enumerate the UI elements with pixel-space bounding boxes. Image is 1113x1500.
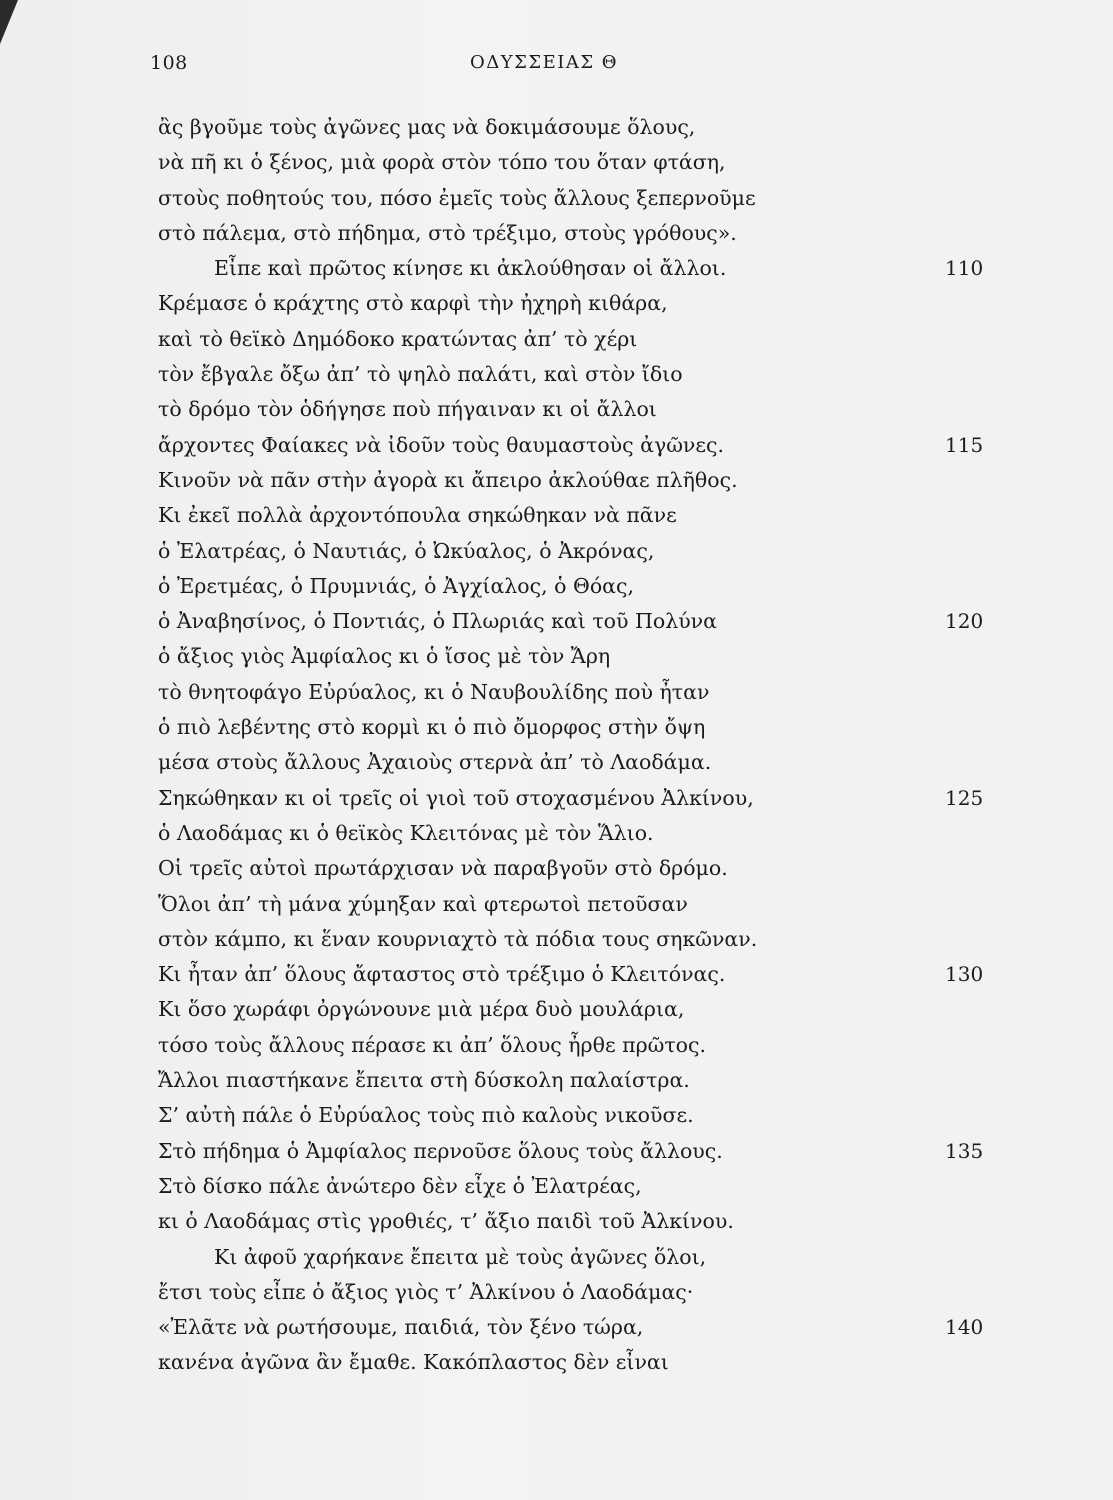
verse-line-text: Ἄλλοι πιαστήκανε ἔπειτα στὴ δύσκολη παλαίστρα. — [158, 1068, 690, 1093]
verse-line-text: καὶ τὸ θεϊκὸ Δημόδοκο κρατώντας ἀπ’ τὸ χέρι — [158, 326, 638, 351]
verse-line — [158, 710, 998, 745]
verse-line — [158, 992, 998, 1027]
verse-line-text: τὸ δρόμο τὸν ὁδήγησε ποὺ πήγαιναν κι οἱ ἄλλοι — [158, 397, 657, 422]
verse-line-text: «Ἐλᾶτε νὰ ρωτήσουμε, παιδιά, τὸν ξένο τώρα, — [158, 1315, 644, 1340]
verse-line — [158, 251, 998, 286]
verse-line-text: Κι ἀφοῦ χαρήκανε ἔπειτα μὲ τοὺς ἀγῶνες ὅλοι, — [214, 1244, 707, 1269]
verse-line — [158, 1134, 998, 1169]
verse-line — [158, 816, 998, 851]
verse-line-text: κι ὁ Λαοδάμας στὶς γροθιές, τ’ ἄξιο παιδὶ τοῦ Ἀλκίνου. — [158, 1209, 734, 1234]
verse-line-text: ὁ Λαοδάμας κι ὁ θεϊκὸς Κλειτόνας μὲ τὸν Ἅλιο. — [158, 820, 654, 845]
verse-line-text: ἄρχοντες Φαίακες νὰ ἰδοῦν τοὺς θαυμαστοὺς ἀγῶνες. — [158, 432, 725, 457]
verse-line-text: Κι ὅσο χωράφι ὀργώνουνε μιὰ μέρα δυὸ μουλάρια, — [158, 997, 685, 1022]
verse-line — [158, 675, 998, 710]
line-number: 140 — [945, 1315, 984, 1340]
verse-line-text: στοὺς ποθητούς του, πόσο ἐμεῖς τοὺς ἄλλους ξεπερνοῦμε — [158, 185, 756, 210]
verse-line-text: ὁ Ἐλατρέας, ὁ Ναυτιάς, ὁ Ὠκύαλος, ὁ Ἀκρόνας, — [158, 538, 655, 563]
verse-line — [158, 745, 998, 780]
verse-line-text: κανένα ἀγῶνα ἂν ἔμαθε. Κακόπλαστος δὲν εἶναι — [158, 1350, 669, 1375]
verse-line-text: ὁ Ἀναβησίνος, ὁ Ποντιάς, ὁ Πλωριάς καὶ τοῦ Πολύνα — [158, 609, 717, 634]
verse-line — [158, 569, 998, 604]
verse-line-text: Οἱ τρεῖς αὐτοὶ πρωτάρχισαν νὰ παραβγοῦν στὸ δρόμο. — [158, 856, 728, 881]
page-header — [150, 52, 1010, 82]
verse-line — [158, 1169, 998, 1204]
verse-line — [158, 145, 998, 180]
verse-line — [158, 498, 998, 533]
verse-line — [158, 392, 998, 427]
verse-line-text: ἂς βγοῦμε τοὺς ἀγῶνες μας νὰ δοκιμάσουμε ὅλους, — [158, 115, 696, 139]
verse-line-text: Ὅλοι ἀπ’ τὴ μάνα χύμηξαν καὶ φτερωτοὶ πετοῦσαν — [158, 891, 688, 916]
verse-line — [158, 357, 998, 392]
verse-line-text: νὰ πῆ κι ὁ ξένος, μιὰ φορὰ στὸν τόπο του ὅταν φτάση, — [158, 150, 726, 175]
verse-line-text: Σηκώθηκαν κι οἱ τρεῖς οἱ γιοὶ τοῦ στοχασμένου Ἀλκίνου, — [158, 785, 754, 810]
verse-line — [158, 851, 998, 886]
verse-line-text: Κινοῦν νὰ πᾶν στὴν ἀγορὰ κι ἄπειρο ἀκλούθαε πλῆθος. — [158, 467, 738, 492]
verse-line-text: στὸ πάλεμα, στὸ πήδημα, στὸ τρέξιμο, στοὺς γρόθους». — [158, 220, 737, 245]
verse-line-text: Στὸ δίσκο πάλε ἀνώτερο δὲν εἶχε ὁ Ἐλατρέας, — [158, 1173, 642, 1198]
verse-line — [158, 181, 998, 216]
running-title: ΟΔΥΣΣΕΙΑΣ Θ — [470, 52, 619, 73]
verse-line — [158, 216, 998, 251]
verse-line-text: τὸν ἔβγαλε ὄξω ἀπ’ τὸ ψηλὸ παλάτι, καὶ στὸν ἴδιο — [158, 362, 683, 387]
line-number: 130 — [945, 962, 984, 987]
verse-line-text: Κρέμασε ὁ κράχτης στὸ καρφὶ τὴν ἠχηρὴ κιθάρα, — [158, 291, 668, 316]
page-corner-shadow — [0, 0, 18, 44]
verse-line — [158, 1204, 998, 1239]
verse-line — [158, 110, 998, 145]
verse-line-text: τὸ θνητοφάγο Εὐρύαλος, κι ὁ Ναυβουλίδης ποὺ ἦταν — [158, 679, 710, 704]
verse-line-text: ἔτσι τοὺς εἶπε ὁ ἄξιος γιὸς τ’ Ἀλκίνου ὁ Λαοδάμας· — [158, 1279, 694, 1304]
verse-line — [158, 1063, 998, 1098]
verse-line-text: Κι ἐκεῖ πολλὰ ἀρχοντόπουλα σηκώθηκαν νὰ πᾶνε — [158, 503, 677, 528]
verse-text — [158, 110, 998, 1381]
verse-line — [158, 1028, 998, 1063]
line-number: 120 — [945, 609, 984, 634]
line-number: 110 — [945, 256, 984, 281]
verse-line — [158, 639, 998, 674]
verse-line — [158, 1098, 998, 1133]
verse-line-text: τόσο τοὺς ἄλλους πέρασε κι ἀπ’ ὅλους ἦρθε πρῶτος. — [158, 1032, 707, 1057]
line-number: 135 — [945, 1138, 984, 1163]
verse-line-text: στὸν κάμπο, κι ἕναν κουρνιαχτὸ τὰ πόδια τους σηκῶναν. — [158, 926, 758, 951]
verse-line-text: Κι ἦταν ἀπ’ ὅλους ἄφταστος στὸ τρέξιμο ὁ Κλειτόνας. — [158, 962, 726, 987]
verse-line-text: Εἶπε καὶ πρῶτος κίνησε κι ἀκλούθησαν οἱ ἄλλοι. — [214, 256, 727, 281]
verse-line-text: μέσα στοὺς ἄλλους Ἀχαιοὺς στερνὰ ἀπ’ τὸ Λαοδάμα. — [158, 750, 712, 775]
verse-line — [158, 1345, 998, 1380]
line-number: 115 — [945, 432, 984, 457]
line-number: 125 — [945, 785, 984, 810]
verse-line — [158, 922, 998, 957]
verse-line — [158, 534, 998, 569]
verse-line-text: Σ’ αὐτὴ πάλε ὁ Εὐρύαλος τοὺς πιὸ καλοὺς νικοῦσε. — [158, 1103, 694, 1128]
verse-line — [158, 286, 998, 321]
verse-line — [158, 428, 998, 463]
verse-line-text: ὁ Ἐρετμέας, ὁ Πρυμνιάς, ὁ Ἀγχίαλος, ὁ Θόας, — [158, 573, 635, 598]
verse-line — [158, 781, 998, 816]
verse-line — [158, 322, 998, 357]
page-number: 108 — [150, 52, 188, 74]
verse-line — [158, 1240, 998, 1275]
verse-line — [158, 463, 998, 498]
verse-line-text: ὁ ἄξιος γιὸς Ἀμφίαλος κι ὁ ἴσος μὲ τὸν Ἄρη — [158, 644, 611, 669]
verse-line — [158, 887, 998, 922]
verse-line — [158, 1310, 998, 1345]
verse-line-text: ὁ πιὸ λεβέντης στὸ κορμὶ κι ὁ πιὸ ὄμορφος στὴν ὄψη — [158, 715, 706, 740]
verse-line — [158, 604, 998, 639]
verse-line-text: Στὸ πήδημα ὁ Ἀμφίαλος περνοῦσε ὅλους τοὺς ἄλλους. — [158, 1138, 723, 1163]
verse-line — [158, 1275, 998, 1310]
verse-line — [158, 957, 998, 992]
